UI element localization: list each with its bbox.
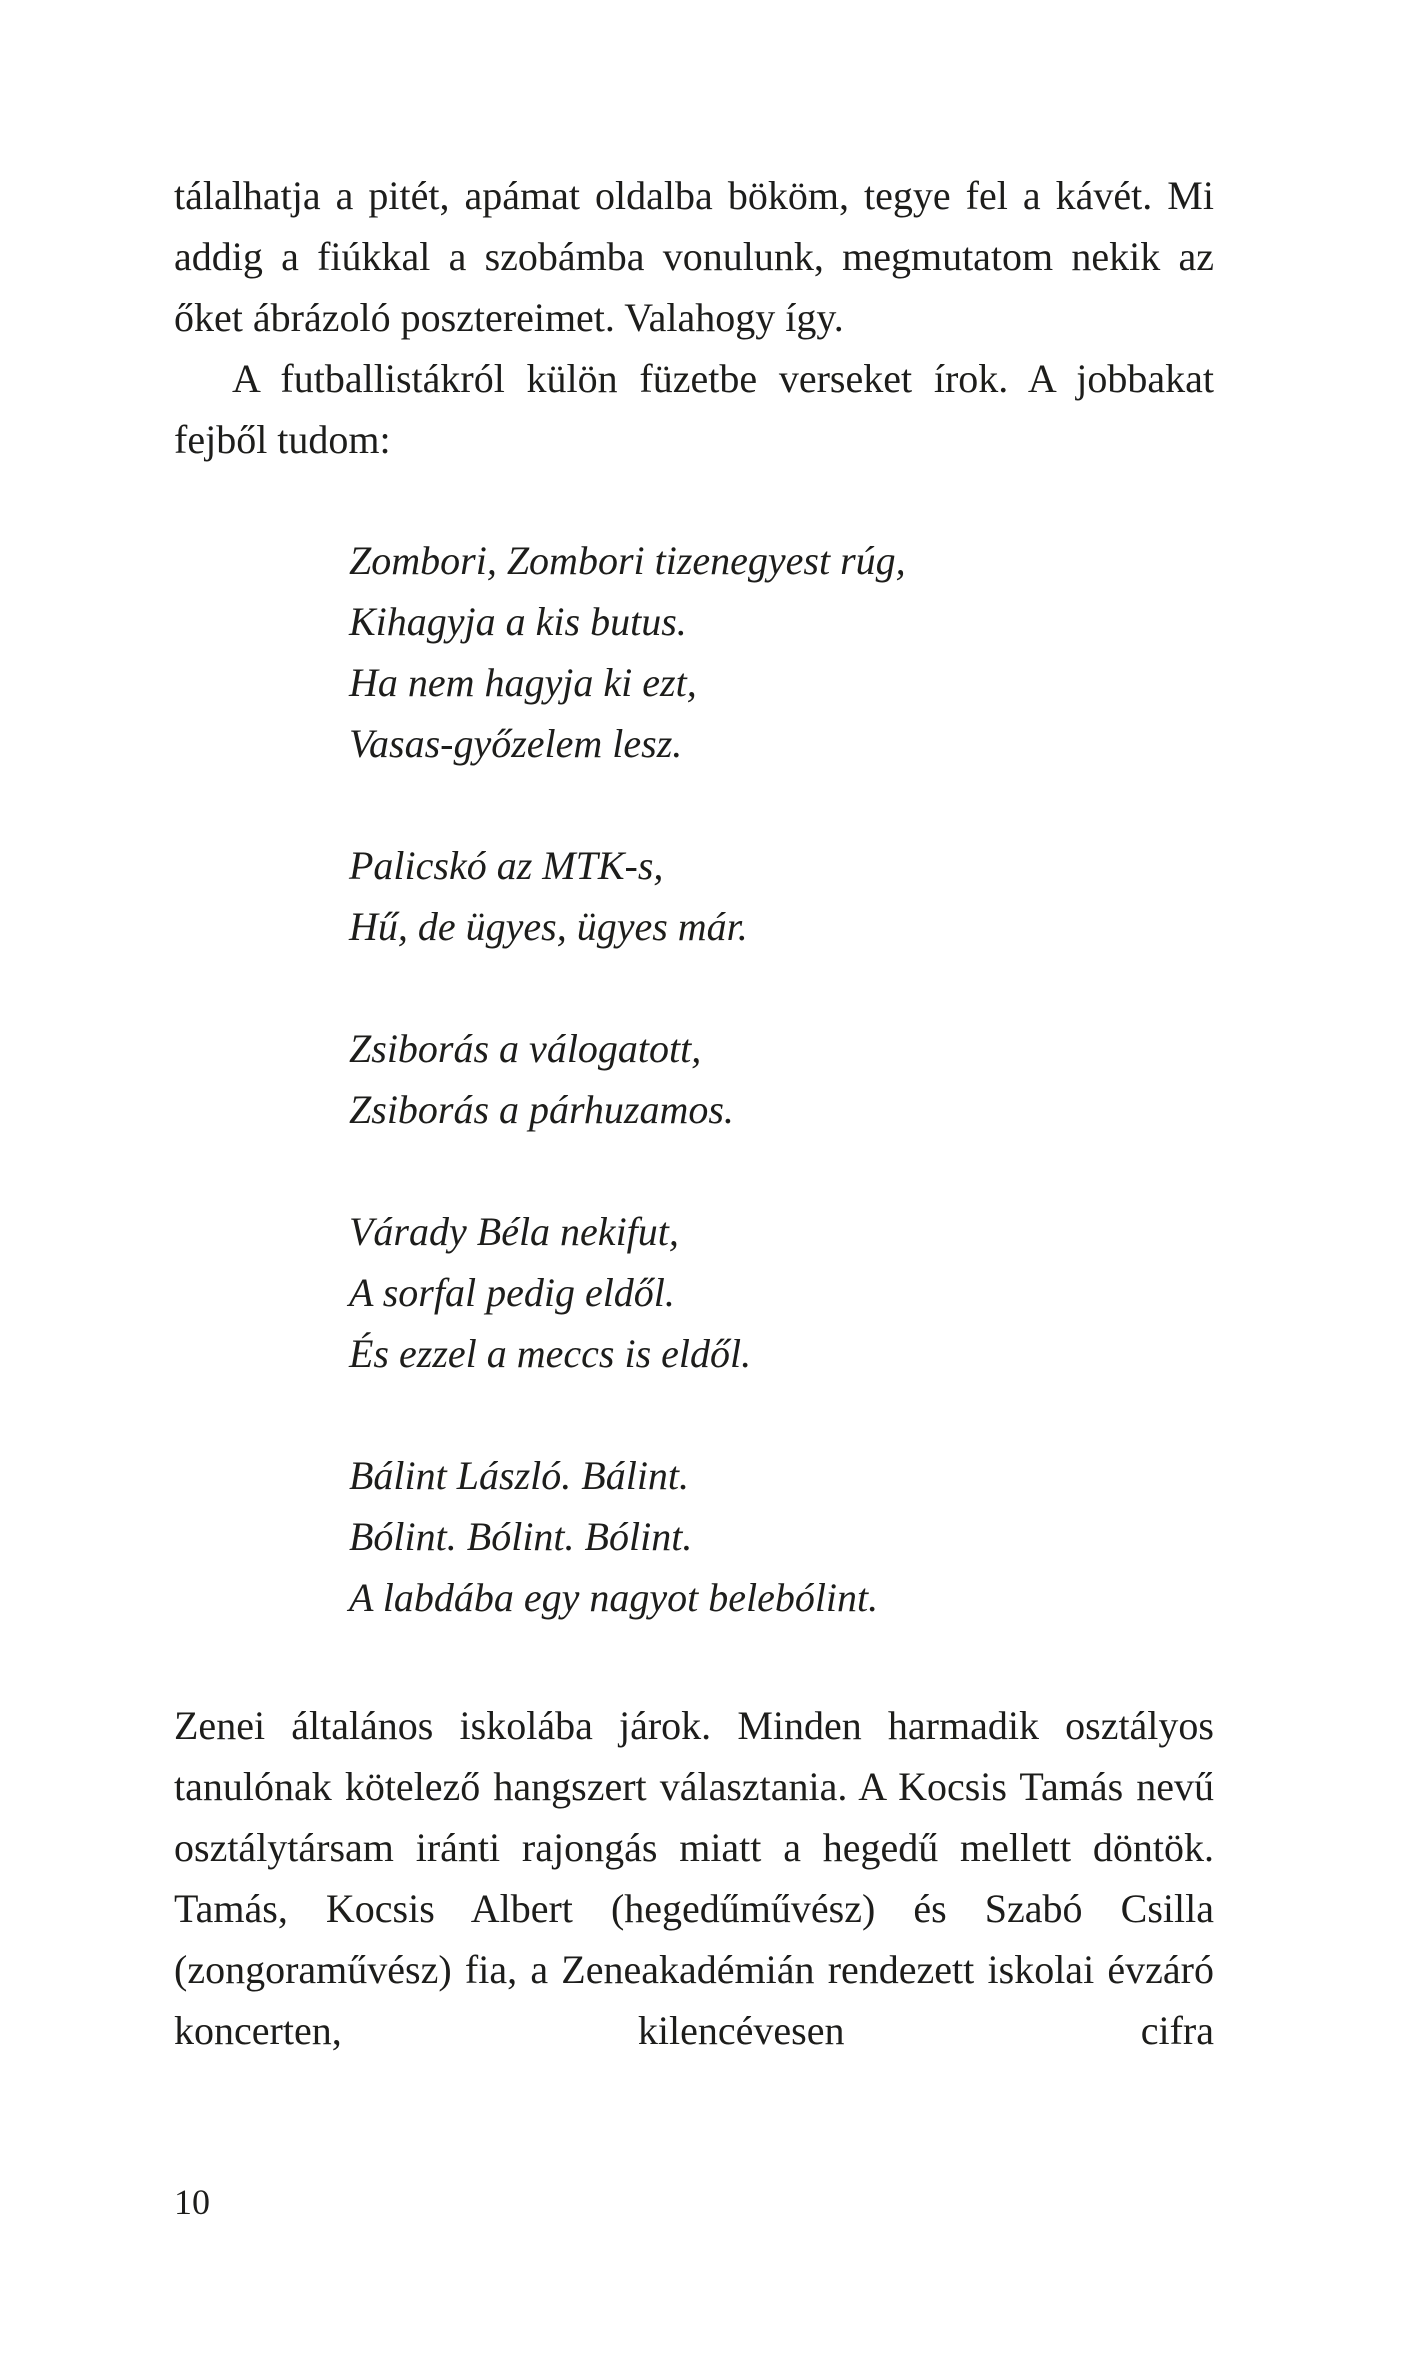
verse-line: Zombori, Zombori tizenegyest rúg, <box>349 538 906 583</box>
verse-line: Várady Béla nekifut, <box>349 1209 679 1254</box>
verse-line: Ha nem hagyja ki ezt, <box>349 660 697 705</box>
verse-line: Bólint. Bólint. Bólint. <box>349 1514 693 1559</box>
poem-stanza-palicsko <box>349 835 1199 957</box>
page-number: 10 <box>174 2182 210 2222</box>
verse-line: És ezzel a meccs is eldől. <box>349 1331 752 1376</box>
after-poem-text <box>174 1695 1214 2061</box>
verse-line: Hű, de ügyes, ügyes már. <box>349 904 748 949</box>
poem-stanza-zombori <box>349 530 1199 774</box>
intro-paragraph-2: A futballistákról külön füzetbe verseket írok. A jobbakat fejből tudom: <box>174 356 1214 462</box>
verse-line: Zsiborás a párhuzamos. <box>349 1087 734 1132</box>
verse-line: Palicskó az MTK-s, <box>349 843 664 888</box>
poem-stanza-zsiboras <box>349 1018 1199 1140</box>
intro-text <box>174 165 1214 470</box>
after-poem-paragraph: Zenei általános iskolába járok. Minden harmadik osztályos tanulónak kötelező hangszert választania. A Kocsis Tamás nevű osztálytársam iránti rajongás miatt a hegedű mellett döntök. Tamás, Kocsis Albert (hegedűművész) és Szabó Csilla (zongoraművész) fia, a Zeneakadémián rendezett iskolai évzáró koncerten, kilencévesen cifra <box>174 1703 1214 2053</box>
verse-line: A sorfal pedig eldől. <box>349 1270 675 1315</box>
football-poem <box>349 530 1199 1628</box>
verse-line: Bálint László. Bálint. <box>349 1453 690 1498</box>
verse-line: A labdába egy nagyot belebólint. <box>349 1575 879 1620</box>
poem-stanza-balint <box>349 1445 1199 1628</box>
verse-line: Vasas-győzelem lesz. <box>349 721 683 766</box>
poem-stanza-varady <box>349 1201 1199 1384</box>
intro-paragraph-1: tálalhatja a pitét, apámat oldalba bököm, tegye fel a kávét. Mi addig a fiúkkal a szobámba vonulunk, megmutatom nekik az őket ábrázoló posztereimet. Valahogy így. <box>174 173 1214 340</box>
verse-line: Kihagyja a kis butus. <box>349 599 687 644</box>
verse-line: Zsiborás a válogatott, <box>349 1026 702 1071</box>
